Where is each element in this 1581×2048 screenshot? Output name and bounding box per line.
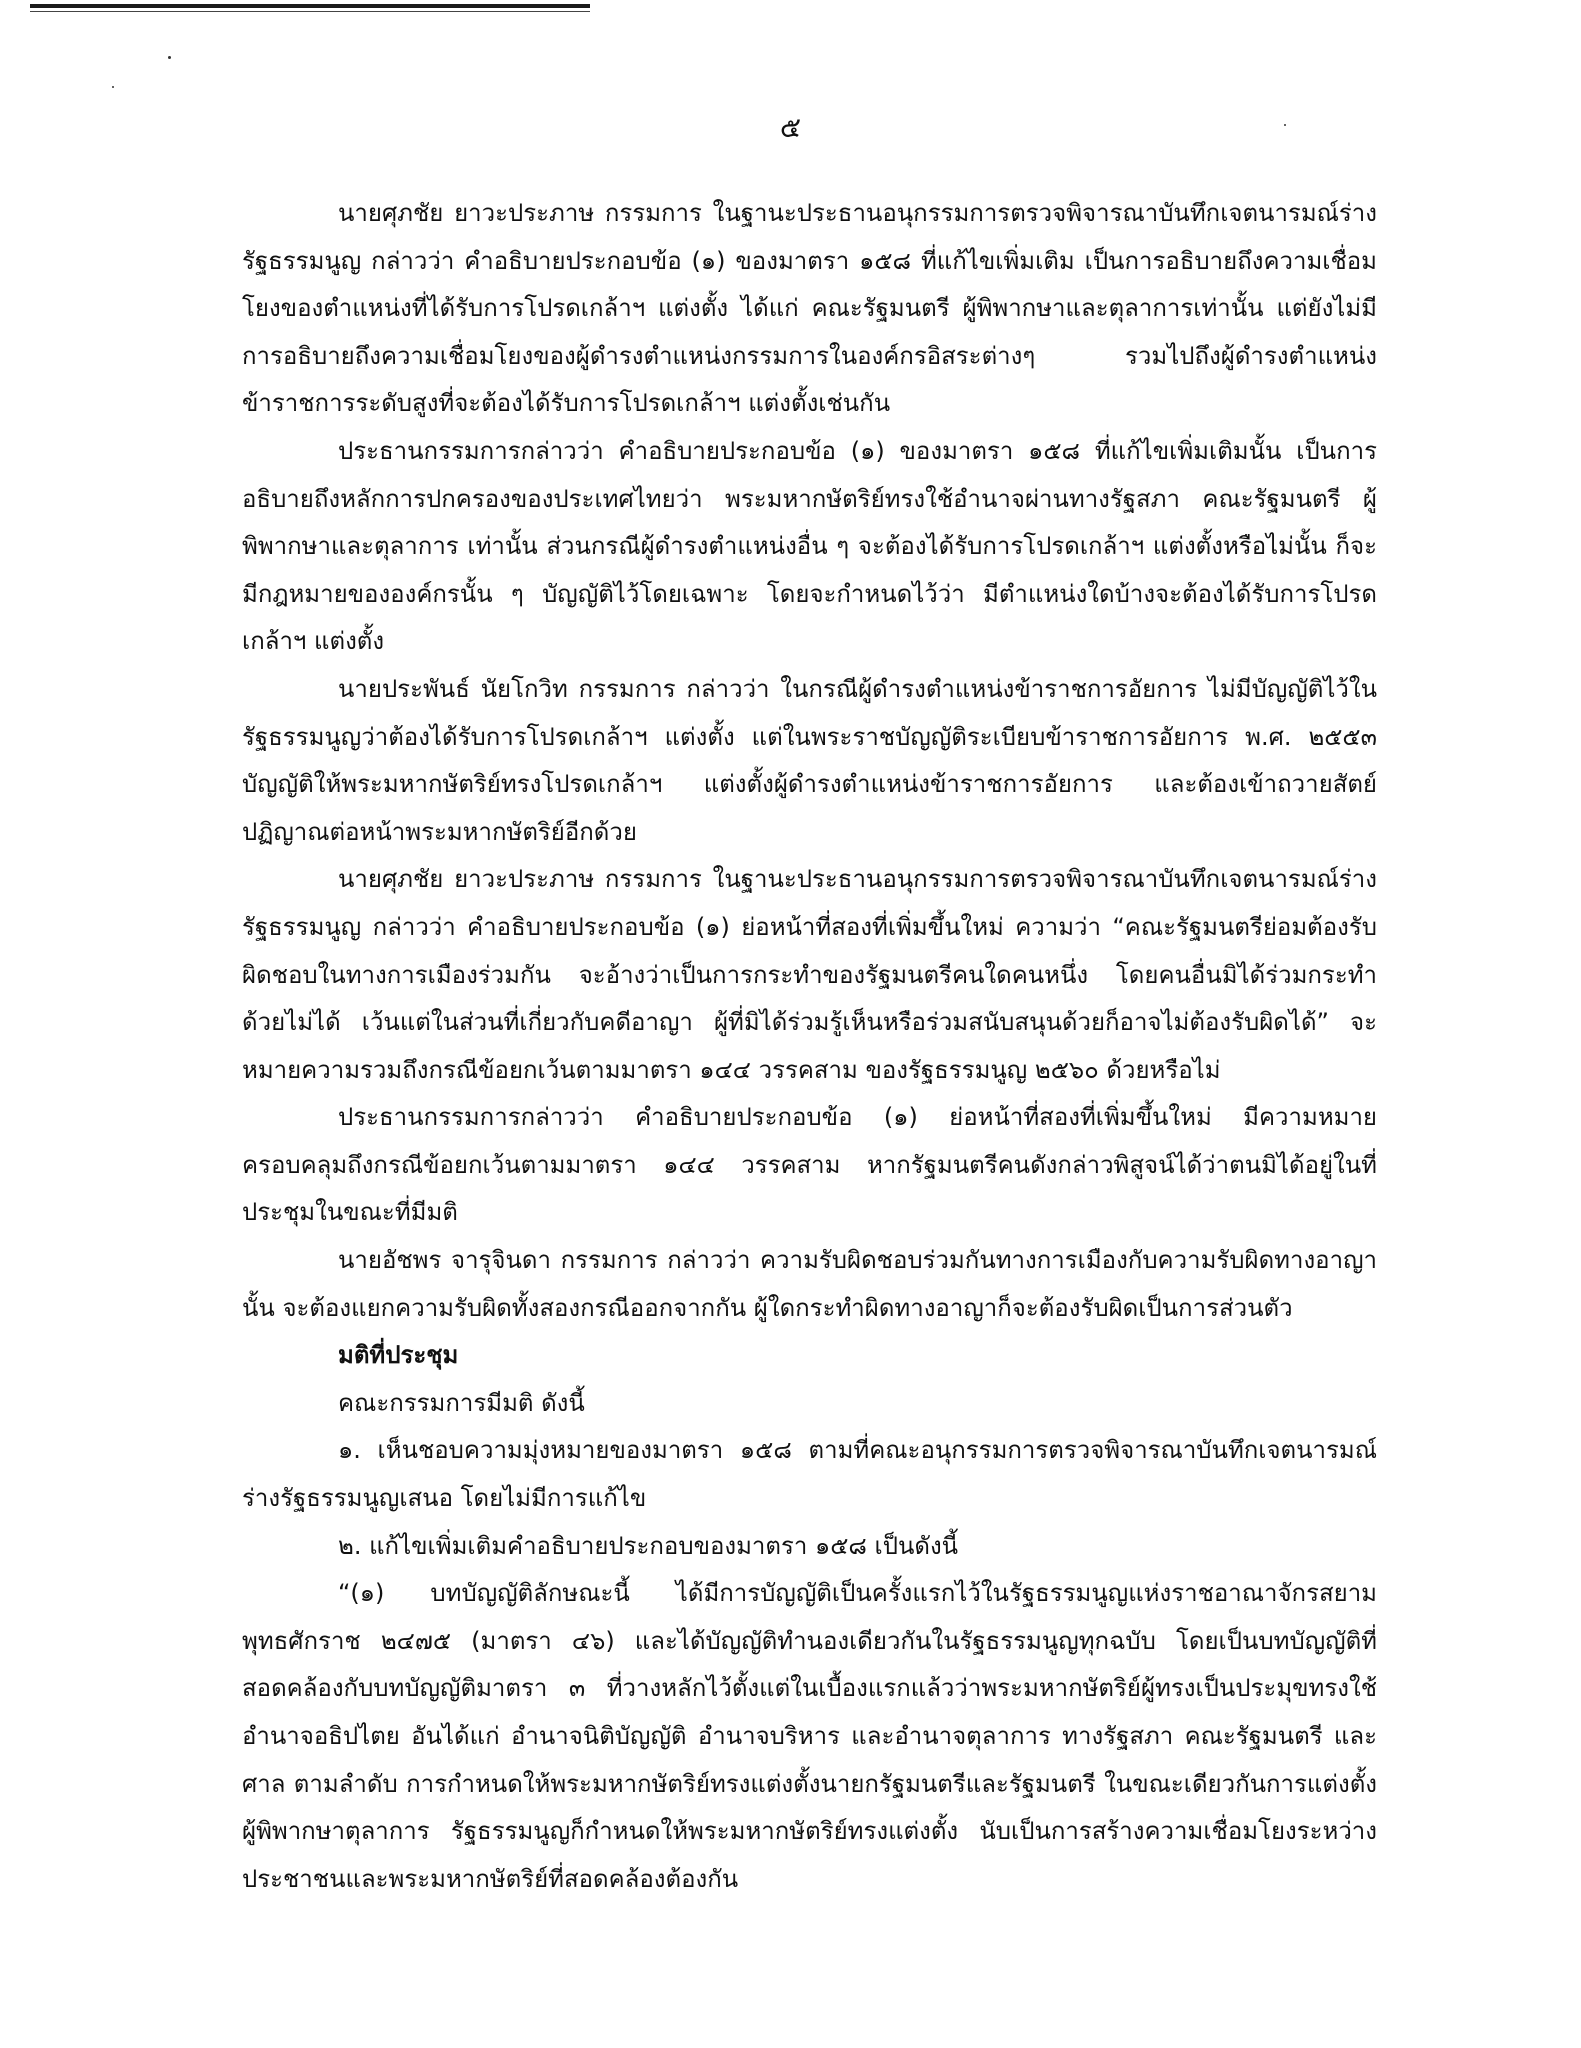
scan-top-rule-thin: [30, 11, 590, 12]
scan-top-rule: [30, 4, 590, 8]
body-paragraph: นายประพันธ์ นัยโกวิท กรรมการ กล่าวว่า ในกรณีผู้ดำรงตำแหน่งข้าราชการอัยการ ไม่มีบัญญัติไว้ในรัฐธรรมนูญว่าต้องได้รับการโปรดเกล้าฯ แต่งตั้ง แต่ในพระราชบัญญัติระเบียบข้าราชการอัยการ พ.ศ. ๒๕๕๓ บัญญัติให้พระมหากษัตริย์ทรงโปรดเกล้าฯ แต่งตั้งผู้ดำรงตำแหน่งข้าราชการอัยการ และต้องเข้าถวายสัตย์ปฏิญาณต่อหน้าพระมหากษัตริย์อีกด้วย: [242, 674, 1377, 846]
body-paragraph: ประธานกรรมการกล่าวว่า คำอธิบายประกอบข้อ (๑) ย่อหน้าที่สองที่เพิ่มขึ้นใหม่ มีความหมายครอบคลุมถึงกรณีข้อยกเว้นตามมาตรา ๑๔๔ วรรคสาม หากรัฐมนตรีคนดังกล่าวพิสูจน์ได้ว่าตนมิได้อยู่ในที่ประชุมในขณะที่มีมติ: [242, 1103, 1377, 1227]
resolution-item: ๑. เห็นชอบความมุ่งหมายของมาตรา ๑๕๘ ตามที่คณะอนุกรรมการตรวจพิจารณาบันทึกเจตนารมณ์ร่างรัฐธรรมนูญเสนอ โดยไม่มีการแก้ไข: [242, 1436, 1377, 1513]
body-paragraph: ประธานกรรมการกล่าวว่า คำอธิบายประกอบข้อ (๑) ของมาตรา ๑๕๘ ที่แก้ไขเพิ่มเติมนั้น เป็นการอธิบายถึงหลักการปกครองของประเทศไทยว่า พระมหากษัตริย์ทรงใช้อำนาจผ่านทางรัฐสภา คณะรัฐมนตรี ผู้พิพากษาและตุลาการ เท่านั้น ส่วนกรณีผู้ดำรงตำแหน่งอื่น ๆ จะต้องได้รับการโปรดเกล้าฯ แต่งตั้งหรือไม่นั้น ก็จะมีกฎหมายขององค์กรนั้น ๆ บัญญัติไว้โดยเฉพาะ โดยจะกำหนดไว้ว่า มีตำแหน่งใดบ้างจะต้องได้รับการโปรดเกล้าฯ แต่งตั้ง: [242, 436, 1377, 656]
body-paragraph: นายศุภชัย ยาวะประภาษ กรรมการ ในฐานะประธานอนุกรรมการตรวจพิจารณาบันทึกเจตนารมณ์ร่างรัฐธรรมนูญ กล่าวว่า คำอธิบายประกอบข้อ (๑) ย่อหน้าที่สองที่เพิ่มขึ้นใหม่ ความว่า “คณะรัฐมนตรีย่อมต้องรับผิดชอบในทางการเมืองร่วมกัน จะอ้างว่าเป็นการกระทำของรัฐมนตรีคนใดคนหนึ่ง โดยคนอื่นมิได้ร่วมกระทำด้วยไม่ได้ เว้นแต่ในส่วนที่เกี่ยวกับคดีอาญา ผู้ที่มิได้ร่วมรู้เห็นหรือร่วมสนับสนุนด้วยก็อาจไม่ต้องรับผิดได้” จะหมายความรวมถึงกรณีข้อยกเว้นตามมาตรา ๑๔๔ วรรคสาม ของรัฐธรรมนูญ ๒๕๖๐ ด้วยหรือไม่: [242, 865, 1377, 1084]
scan-speck: [168, 56, 171, 59]
resolution-quote: “(๑) บทบัญญัติลักษณะนี้ ได้มีการบัญญัติเป็นครั้งแรกไว้ในรัฐธรรมนูญแห่งราชอาณาจักรสยาม พุทธศักราช ๒๔๗๕ (มาตรา ๔๖) และได้บัญญัติทำนองเดียวกันในรัฐธรรมนูญทุกฉบับ โดยเป็นบทบัญญัติที่สอดคล้องกับบทบัญญัติมาตรา ๓ ที่วางหลักไว้ตั้งแต่ในเบื้องแรกแล้วว่าพระมหากษัตริย์ผู้ทรงเป็นประมุขทรงใช้อำนาจอธิปไตย อันได้แก่ อำนาจนิติบัญญัติ อำนาจบริหาร และอำนาจตุลาการ ทางรัฐสภา คณะรัฐมนตรี และศาล ตามลำดับ การกำหนดให้พระมหากษัตริย์ทรงแต่งตั้งนายกรัฐมนตรีและรัฐมนตรี ในขณะเดียวกันการแต่งตั้งผู้พิพากษาตุลาการ รัฐธรรมนูญก็กำหนดให้พระมหากษัตริย์ทรงแต่งตั้ง นับเป็นการสร้างความเชื่อมโยงระหว่างประชาชนและพระมหากษัตริย์ที่สอดคล้องต้องกัน: [242, 1579, 1377, 1893]
page-number: ๕: [779, 111, 802, 144]
resolution-intro: คณะกรรมการมีมติ ดังนี้: [338, 1388, 585, 1417]
resolution-heading: มติที่ประชุม: [338, 1341, 459, 1370]
body-paragraph: นายศุภชัย ยาวะประภาษ กรรมการ ในฐานะประธานอนุกรรมการตรวจพิจารณาบันทึกเจตนารมณ์ร่างรัฐธรรมนูญ กล่าวว่า คำอธิบายประกอบข้อ (๑) ของมาตรา ๑๕๘ ที่แก้ไขเพิ่มเติม เป็นการอธิบายถึงความเชื่อมโยงของตำแหน่งที่ได้รับการโปรดเกล้าฯ แต่งตั้ง ได้แก่ คณะรัฐมนตรี ผู้พิพากษาและตุลาการเท่านั้น แต่ยังไม่มีการอธิบายถึงความเชื่อมโยงของผู้ดำรงตำแหน่งกรรมการในองค์กรอิสระต่างๆ รวมไปถึงผู้ดำรงตำแหน่งข้าราชการระดับสูงที่จะต้องได้รับการโปรดเกล้าฯ แต่งตั้งเช่นกัน: [242, 199, 1377, 418]
scan-speck: [112, 86, 114, 88]
body-paragraph: นายอัชพร จารุจินดา กรรมการ กล่าวว่า ความรับผิดชอบร่วมกันทางการเมืองกับความรับผิดทางอาญานั้น จะต้องแยกความรับผิดทั้งสองกรณีออกจากกัน ผู้ใดกระทำผิดทางอาญาก็จะต้องรับผิดเป็นการส่วนตัว: [242, 1246, 1377, 1322]
resolution-item: ๒. แก้ไขเพิ่มเติมคำอธิบายประกอบของมาตรา ๑๕๘ เป็นดังนี้: [338, 1531, 959, 1560]
document-body: [242, 190, 1377, 1903]
